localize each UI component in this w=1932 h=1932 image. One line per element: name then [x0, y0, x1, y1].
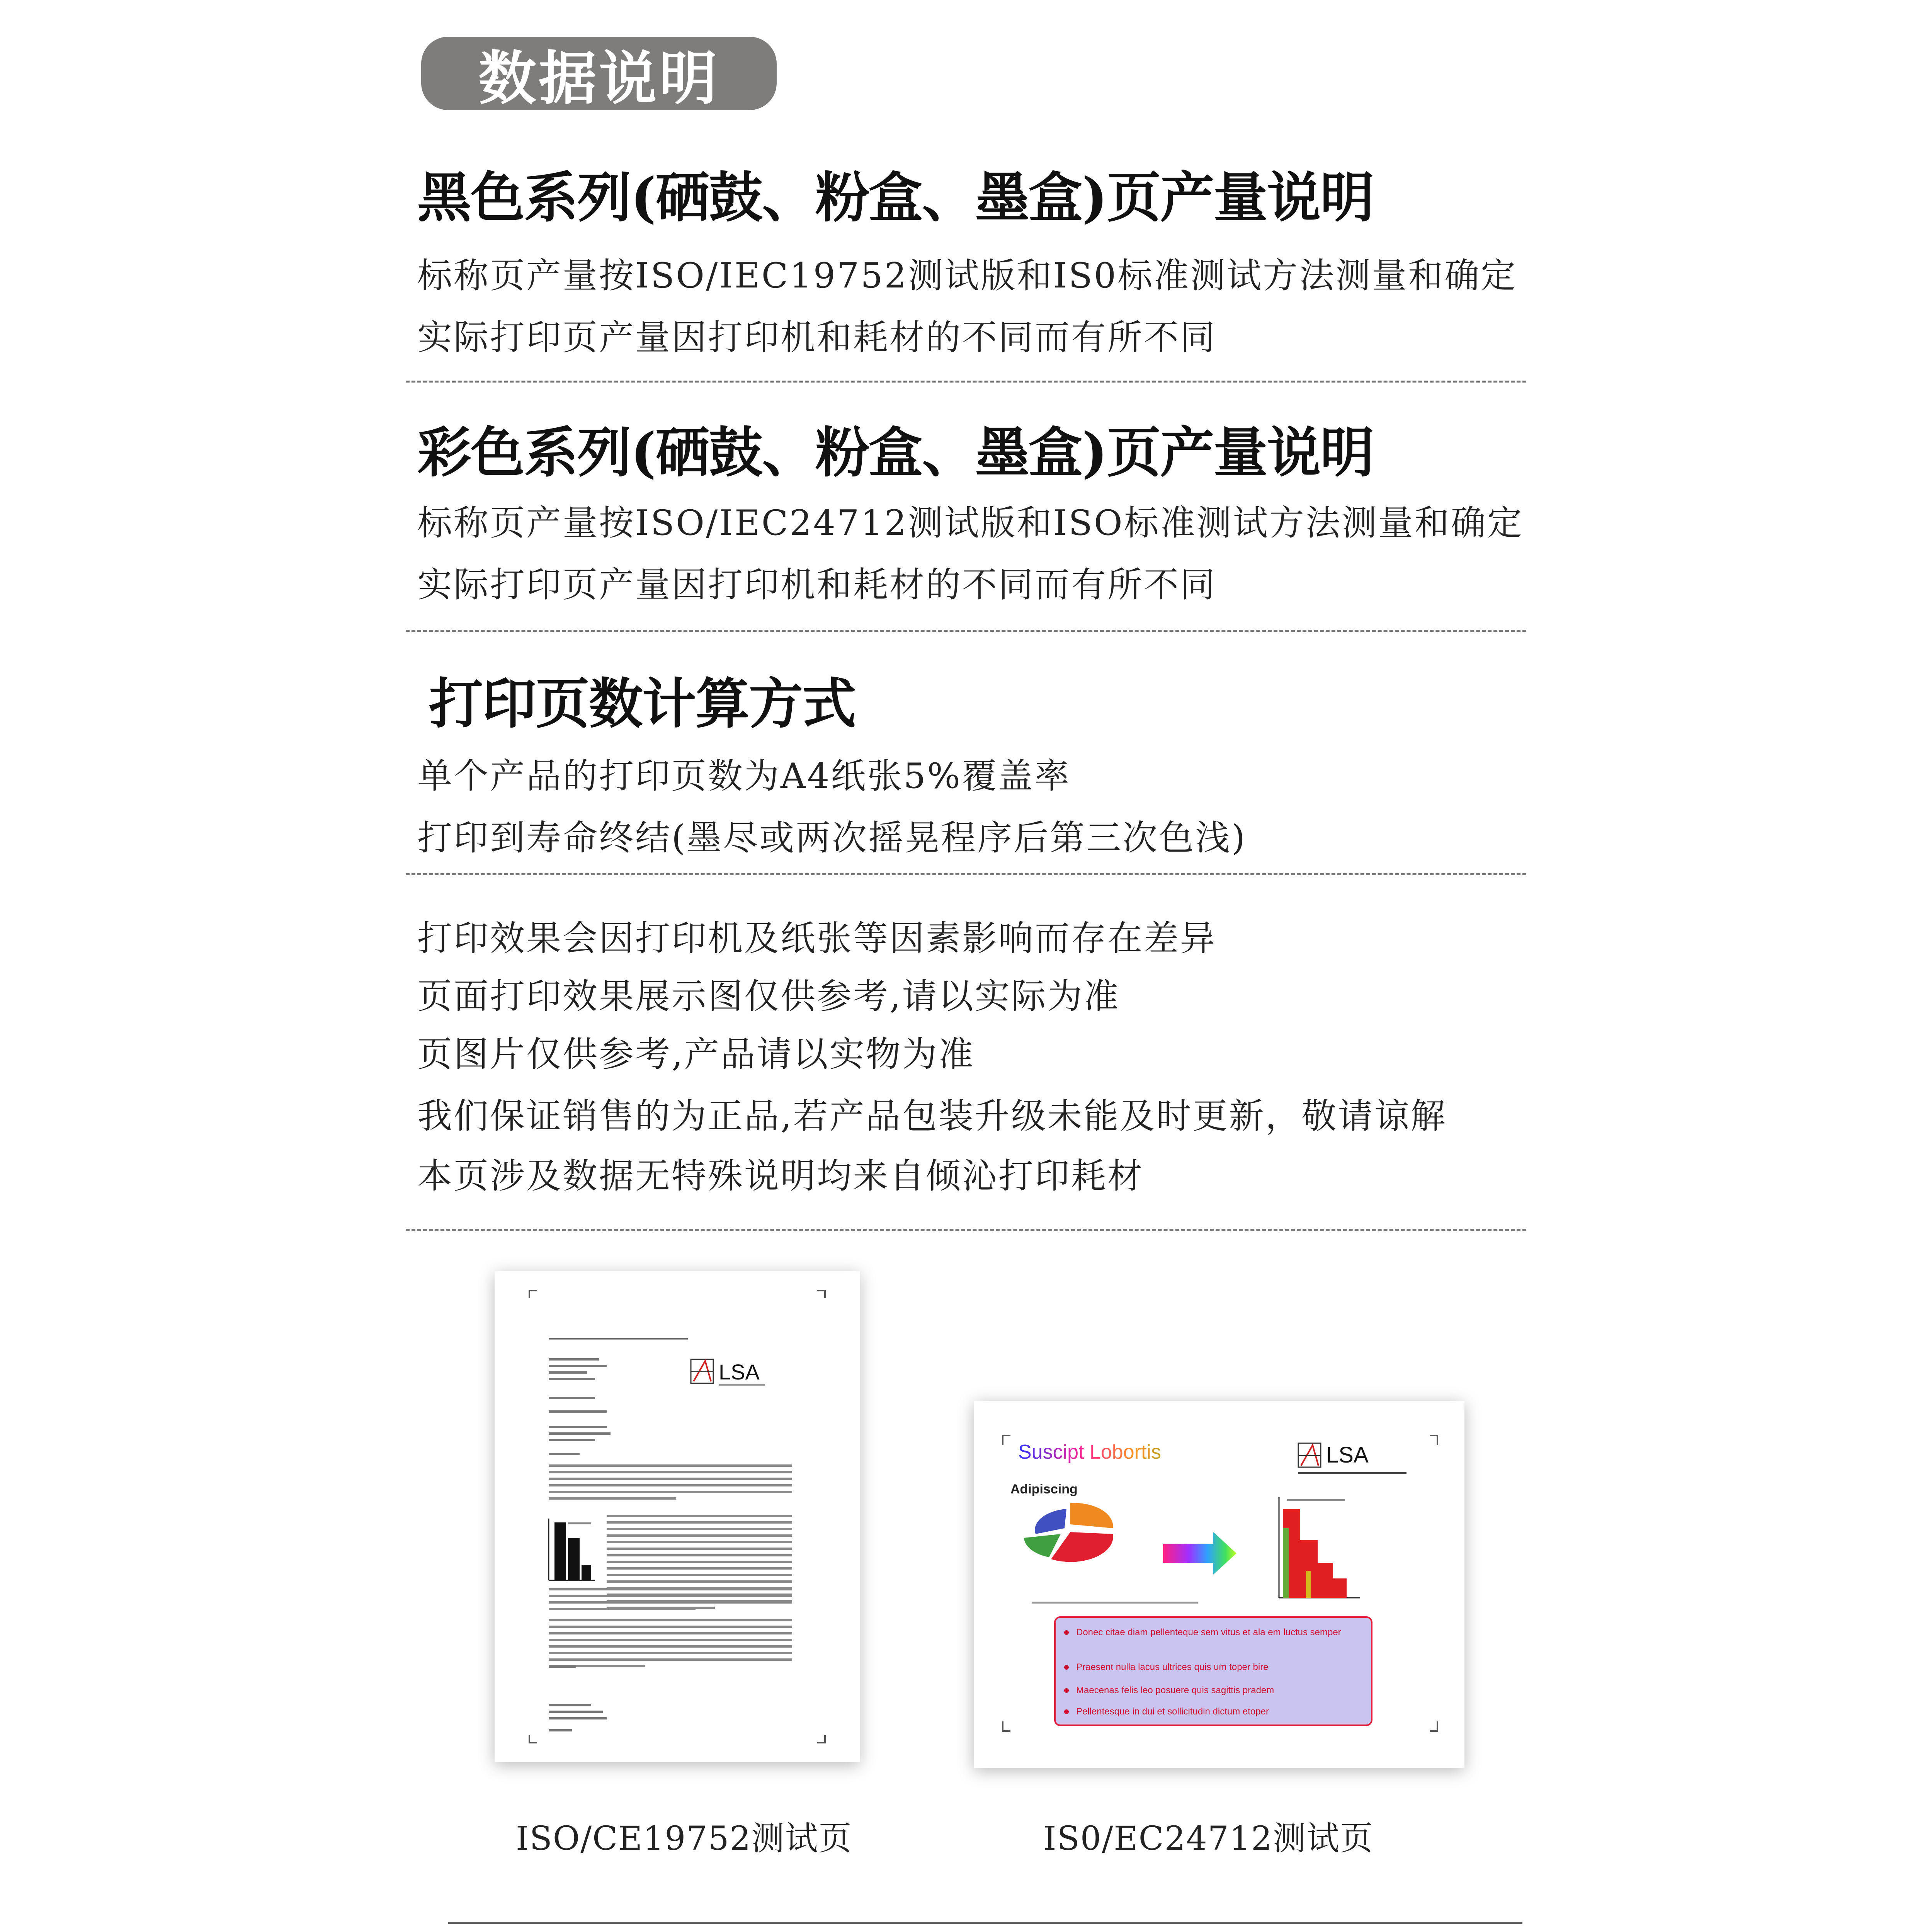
- placeholder-text-line: [607, 1528, 792, 1530]
- mono-bar-chart: [549, 1519, 595, 1580]
- divider: [406, 630, 1526, 632]
- arrow-icon: [1163, 1532, 1236, 1575]
- placeholder-text-line: [607, 1554, 792, 1556]
- color-bullet-3: Maecenas felis leo posuere quis sagittis pradem: [1076, 1685, 1274, 1696]
- color-sample-title: Suscipt Lobortis: [1018, 1441, 1161, 1463]
- color-bar-chart: [1279, 1497, 1360, 1598]
- placeholder-text-line: [549, 1639, 792, 1641]
- color-test-page: [974, 1401, 1464, 1768]
- placeholder-text-line: [607, 1548, 792, 1550]
- color-bullet-2: Praesent nulla lacus ultrices quis um toper bire: [1076, 1662, 1269, 1672]
- note-line-4: 我们保证销售的为正品,若产品包装升级未能及时更新，敬请谅解: [417, 1096, 1447, 1136]
- section-black-line-1: 标称页产量按ISO/IEC19752测试版和IS0标准测试方法测量和确定: [417, 255, 1517, 296]
- mono-test-page-caption: ISO/CE19752测试页: [516, 1820, 852, 1858]
- note-line-2: 页面打印效果展示图仅供参考,请以实际为准: [417, 976, 1120, 1017]
- header-badge: [421, 37, 777, 110]
- placeholder-text-line: [549, 1471, 792, 1473]
- section-page-count-line-1: 单个产品的打印页数为A4纸张5%覆盖率: [417, 756, 1071, 796]
- placeholder-text-line: [549, 1478, 792, 1480]
- placeholder-text-line: [549, 1595, 792, 1597]
- placeholder-text-line: [549, 1588, 792, 1590]
- color-pie-chart: [1024, 1503, 1113, 1562]
- placeholder-text-line: [607, 1541, 792, 1543]
- placeholder-text-line: [607, 1534, 792, 1537]
- lsa-logo-icon: [691, 1359, 713, 1383]
- note-line-1: 打印效果会因打印机及纸张等因素影响而存在差异: [417, 918, 1216, 959]
- placeholder-text-line: [607, 1521, 792, 1524]
- placeholder-text-line: [607, 1580, 792, 1583]
- note-line-3: 页图片仅供参考,产品请以实物为准: [417, 1034, 975, 1075]
- placeholder-text-line: [549, 1497, 676, 1500]
- divider: [406, 381, 1526, 383]
- placeholder-text-line: [607, 1561, 792, 1563]
- placeholder-text-line: [549, 1464, 792, 1467]
- section-title-page-count: 打印页数计算方式: [429, 672, 856, 736]
- color-test-page-caption: IS0/EC24712测试页: [1043, 1820, 1374, 1858]
- placeholder-text-line: [549, 1608, 696, 1610]
- placeholder-text-line: [549, 1658, 792, 1661]
- divider: [406, 1229, 1526, 1231]
- color-pie-label: Adipiscing: [1010, 1482, 1078, 1497]
- section-page-count-line-2: 打印到寿命终结(墨尽或两次摇晃程序后第三次色浅): [417, 818, 1247, 858]
- placeholder-text-line: [549, 1484, 792, 1486]
- placeholder-text-line: [549, 1645, 792, 1648]
- placeholder-text-line: [607, 1567, 792, 1570]
- placeholder-text-line: [549, 1619, 792, 1621]
- header-badge-label: 数据说明: [478, 44, 719, 112]
- placeholder-text-line: [607, 1574, 792, 1576]
- section-color-line-2: 实际打印页产量因打印机和耗材的不同而有所不同: [417, 565, 1216, 605]
- placeholder-text-line: [607, 1515, 792, 1517]
- section-title-black: 黑色系列(硒鼓、粉盒、墨盒)页产量说明: [417, 166, 1374, 230]
- mono-test-page: [495, 1271, 860, 1762]
- placeholder-text-line: [549, 1491, 792, 1493]
- color-logo-text: LSA: [1326, 1442, 1369, 1468]
- mono-logo-text: LSA: [719, 1360, 760, 1384]
- placeholder-text-line: [549, 1652, 792, 1654]
- divider: [406, 873, 1526, 875]
- placeholder-text-line: [549, 1626, 792, 1628]
- section-title-color: 彩色系列(硒鼓、粉盒、墨盒)页产量说明: [417, 421, 1374, 485]
- mono-test-page-art: [495, 1271, 860, 1762]
- color-bullet-4: Pellentesque in dui et sollicitudin dictum etoper: [1076, 1706, 1269, 1717]
- color-test-page-art: [974, 1401, 1464, 1768]
- section-color-line-1: 标称页产量按ISO/IEC24712测试版和ISO标准测试方法测量和确定: [417, 503, 1524, 543]
- lsa-logo-icon: [1298, 1443, 1321, 1467]
- bottom-rule: [448, 1922, 1522, 1924]
- placeholder-text-line: [549, 1632, 792, 1634]
- color-bullet-1: Donec citae diam pellenteque sem vitus et ala em luctus semper: [1076, 1627, 1341, 1638]
- placeholder-text-line: [549, 1601, 792, 1604]
- note-line-5: 本页涉及数据无特殊说明均来自倾沁打印耗材: [417, 1156, 1144, 1196]
- section-black-line-2: 实际打印页产量因打印机和耗材的不同而有所不同: [417, 317, 1216, 358]
